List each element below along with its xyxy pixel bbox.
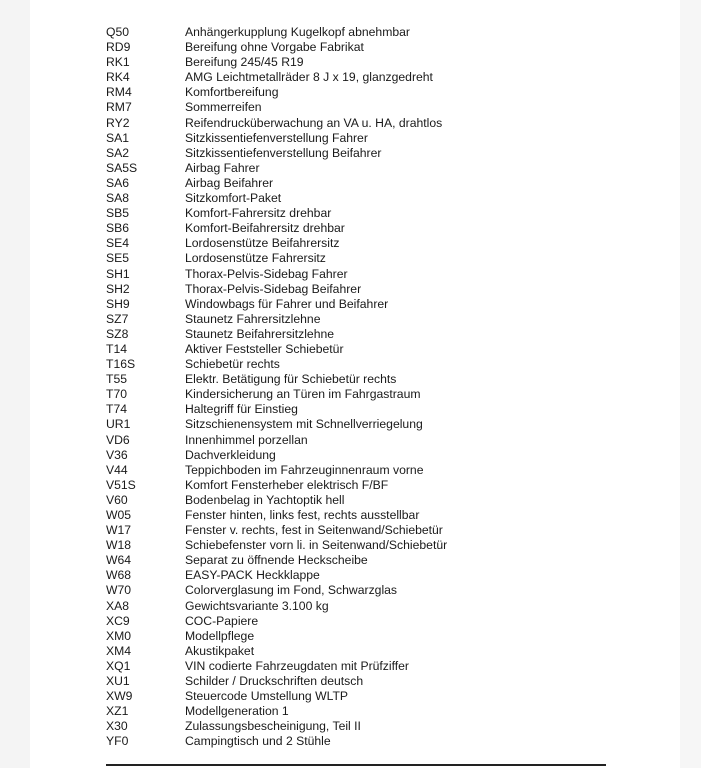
equipment-code: UR1: [106, 417, 131, 432]
list-item: [106, 221, 626, 236]
list-item: [106, 357, 626, 372]
equipment-code: SA8: [106, 191, 130, 206]
list-item: [106, 267, 626, 282]
equipment-description: Colorverglasung im Fond, Schwarzglas: [185, 583, 398, 598]
list-item: [106, 55, 626, 70]
equipment-code: Q50: [106, 25, 130, 39]
equipment-description: Haltegriff für Einstieg: [185, 402, 298, 417]
equipment-code: T55: [106, 372, 128, 387]
equipment-description: Windowbags für Fahrer und Beifahrer: [185, 296, 389, 311]
equipment-code: XM0: [106, 628, 132, 643]
equipment-description: Sitzschienensystem mit Schnellverriegelung: [185, 417, 423, 432]
left-margin: [0, 0, 30, 768]
list-item: [106, 583, 626, 598]
equipment-description: Airbag Fahrer: [185, 160, 260, 175]
equipment-code: RM4: [106, 85, 132, 100]
list-item: [106, 478, 626, 493]
equipment-description: Schiebetür rechts: [185, 357, 280, 372]
equipment-code: RD9: [106, 40, 131, 55]
equipment-description: EASY-PACK Heckklappe: [185, 568, 320, 583]
equipment-description: Sommerreifen: [185, 100, 262, 115]
equipment-description: Komfort-Beifahrersitz drehbar: [185, 221, 345, 236]
list-item: [106, 659, 626, 674]
list-item: [106, 568, 626, 583]
equipment-code: W70: [106, 583, 132, 598]
list-item: [106, 508, 626, 523]
equipment-code: XW9: [106, 689, 133, 704]
equipment-code: T16S: [106, 357, 136, 372]
equipment-description: Fenster v. rechts, fest in Seitenwand/Schiebetür: [185, 523, 443, 538]
equipment-code: RK4: [106, 70, 130, 85]
list-item: [106, 689, 626, 704]
equipment-description: Komfort Fensterheber elektrisch F/BF: [185, 477, 389, 492]
equipment-description: Thorax-Pelvis-Sidebag Beifahrer: [185, 281, 362, 296]
list-item: [106, 176, 626, 191]
equipment-code: YF0: [106, 734, 129, 749]
list-item: [106, 161, 626, 176]
list-item: [106, 674, 626, 689]
equipment-code-list: [106, 25, 626, 750]
equipment-code: SZ8: [106, 326, 129, 341]
equipment-description: Staunetz Beifahrersitzlehne: [185, 326, 335, 341]
equipment-code: SB5: [106, 206, 130, 221]
list-item: [106, 599, 626, 614]
list-item: [106, 387, 626, 402]
list-item: [106, 251, 626, 266]
equipment-code: SE5: [106, 251, 130, 266]
equipment-code: XQ1: [106, 658, 131, 673]
list-item: [106, 40, 626, 55]
equipment-description: Lordosenstütze Fahrersitz: [185, 251, 326, 266]
equipment-description: COC-Papiere: [185, 613, 259, 628]
list-item: [106, 146, 626, 161]
list-item: [106, 644, 626, 659]
list-item: [106, 342, 626, 357]
equipment-description: Komfort-Fahrersitz drehbar: [185, 206, 332, 221]
equipment-description: Dachverkleidung: [185, 447, 276, 462]
equipment-code: X30: [106, 719, 128, 734]
list-item: [106, 463, 626, 478]
list-item: [106, 417, 626, 432]
equipment-description: Sitzkomfort-Paket: [185, 191, 282, 206]
equipment-code: W18: [106, 538, 132, 553]
equipment-code: SA2: [106, 145, 130, 160]
equipment-description: Innenhimmel porzellan: [185, 432, 308, 447]
equipment-description: Schiebefenster vorn li. in Seitenwand/Schiebetür: [185, 538, 448, 553]
equipment-code: XZ1: [106, 704, 129, 719]
list-item: [106, 282, 626, 297]
equipment-description: Schilder / Druckschriften deutsch: [185, 674, 364, 689]
list-item: [106, 553, 626, 568]
equipment-code: SA5S: [106, 160, 138, 175]
equipment-code: SZ7: [106, 311, 129, 326]
list-item: [106, 448, 626, 463]
equipment-code: V60: [106, 492, 128, 507]
list-item: [106, 312, 626, 327]
equipment-description: Separat zu öffnende Heckscheibe: [185, 553, 368, 568]
equipment-description: Sitzkissentiefenverstellung Beifahrer: [185, 145, 382, 160]
list-item: [106, 734, 626, 749]
equipment-description: Bereifung ohne Vorgabe Fabrikat: [185, 40, 364, 55]
list-item: [106, 719, 626, 734]
equipment-code: XA8: [106, 598, 130, 613]
list-item: [106, 327, 626, 342]
equipment-code: V51S: [106, 477, 136, 492]
equipment-description: Zulassungsbescheinigung, Teil II: [185, 719, 361, 734]
right-margin: [680, 0, 701, 768]
equipment-code: SH1: [106, 266, 130, 281]
equipment-code: SA6: [106, 175, 130, 190]
equipment-code: XM4: [106, 643, 132, 658]
equipment-description: Elektr. Betätigung für Schiebetür rechts: [185, 372, 397, 387]
equipment-code: W64: [106, 553, 132, 568]
equipment-description: Anhängerkupplung Kugelkopf abnehmbar: [185, 25, 410, 39]
equipment-code: W17: [106, 523, 132, 538]
equipment-code: W05: [106, 508, 132, 522]
equipment-code: T70: [106, 387, 128, 402]
list-item: [106, 70, 626, 85]
equipment-description: Modellgeneration 1: [185, 704, 289, 719]
equipment-description: Modellpflege: [185, 628, 255, 643]
list-item: [106, 523, 626, 538]
equipment-code: SE4: [106, 236, 130, 251]
equipment-description: Fenster hinten, links fest, rechts ausstellbar: [185, 508, 420, 522]
list-item: [106, 100, 626, 115]
list-item: [106, 236, 626, 251]
equipment-description: Bodenbelag in Yachtoptik hell: [185, 492, 345, 507]
equipment-description: AMG Leichtmetallräder 8 J x 19, glanzgedreht: [185, 70, 433, 85]
list-item: [106, 402, 626, 417]
list-item: [106, 704, 626, 719]
equipment-description: Thorax-Pelvis-Sidebag Fahrer: [185, 266, 348, 281]
equipment-code: V36: [106, 447, 128, 462]
equipment-description: Kindersicherung an Türen im Fahrgastraum: [185, 387, 421, 402]
list-item: [106, 85, 626, 100]
footer-divider: [106, 764, 606, 766]
equipment-code: RY2: [106, 115, 130, 130]
equipment-description: Reifendrucküberwachung an VA u. HA, drahtlos: [185, 115, 443, 130]
equipment-code: V44: [106, 462, 128, 477]
list-item: [106, 629, 626, 644]
equipment-description: Staunetz Fahrersitzlehne: [185, 311, 321, 326]
equipment-description: Akustikpaket: [185, 643, 255, 658]
equipment-description: Sitzkissentiefenverstellung Fahrer: [185, 130, 368, 145]
list-item: [106, 297, 626, 312]
equipment-code: RM7: [106, 100, 132, 115]
equipment-description: Campingtisch und 2 Stühle: [185, 734, 331, 749]
equipment-code: XC9: [106, 613, 130, 628]
list-item: [106, 206, 626, 221]
equipment-code: SB6: [106, 221, 130, 236]
list-item: [106, 25, 626, 40]
equipment-code: SH9: [106, 296, 130, 311]
equipment-description: Bereifung 245/45 R19: [185, 55, 304, 70]
list-item: [106, 372, 626, 387]
equipment-description: Komfortbereifung: [185, 85, 279, 100]
equipment-description: Teppichboden im Fahrzeuginnenraum vorne: [185, 462, 424, 477]
equipment-description: Lordosenstütze Beifahrersitz: [185, 236, 340, 251]
equipment-code: XU1: [106, 674, 130, 689]
list-item: [106, 538, 626, 553]
list-item: [106, 614, 626, 629]
equipment-description: Aktiver Feststeller Schiebetür: [185, 341, 344, 356]
list-item: [106, 116, 626, 131]
equipment-code: T74: [106, 402, 128, 417]
equipment-description: VIN codierte Fahrzeugdaten mit Prüfziffer: [185, 658, 409, 673]
equipment-code: W68: [106, 568, 132, 583]
equipment-code: T14: [106, 341, 128, 356]
equipment-description: Airbag Beifahrer: [185, 175, 274, 190]
equipment-description: Gewichtsvariante 3.100 kg: [185, 598, 329, 613]
list-item: [106, 191, 626, 206]
equipment-code: VD6: [106, 432, 130, 447]
list-item: [106, 131, 626, 146]
equipment-code: RK1: [106, 55, 130, 70]
equipment-code: SA1: [106, 130, 130, 145]
equipment-description: Steuercode Umstellung WLTP: [185, 689, 349, 704]
list-item: [106, 433, 626, 448]
equipment-code: SH2: [106, 281, 130, 296]
list-item: [106, 493, 626, 508]
